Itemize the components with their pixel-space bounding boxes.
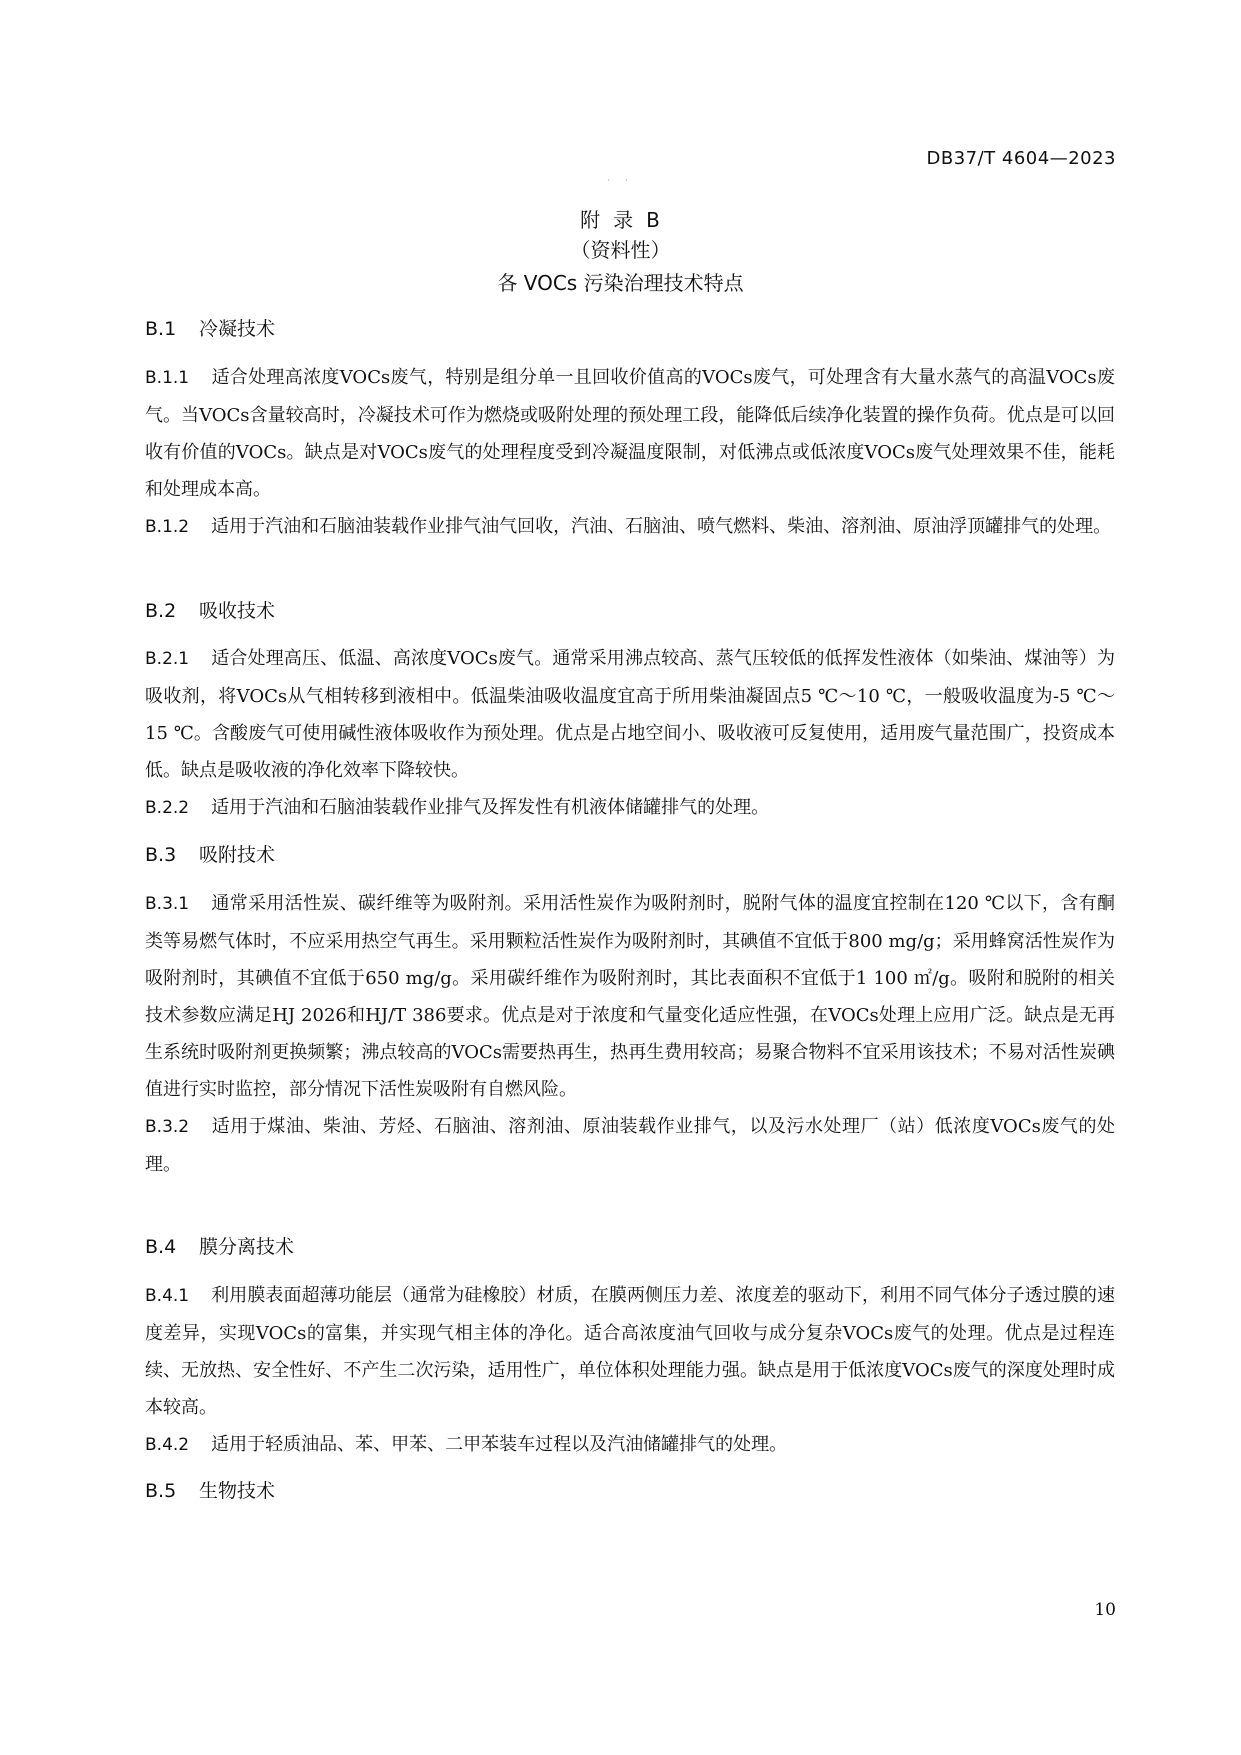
section-body: [145, 1277, 1115, 1464]
page-number: 10: [1094, 1600, 1116, 1620]
paragraph: B.4.2 适用于轻质油品、苯、甲苯、二甲苯装车过程以及汽油储罐排气的处理。: [145, 1434, 788, 1455]
paragraph: B.1.2 适用于汽油和石脑油装载作业排气油气回收，汽油、石脑油、喷气燃料、柴油、溶剂油、原油浮顶罐排气的处理。: [145, 516, 1112, 537]
decorative-dots: · ·: [607, 176, 634, 186]
paragraph: B.1.1 适合处理高浓度VOCs废气，特别是组分单一且回收价值高的VOCs废气，可处理含有大量水蒸气的高温VOCs废气。当VOCs含量较高时，冷凝技术可作为燃烧或吸附处理的预处理工段，能降低后续净化装置的操作负荷。优点是可以回收有价值的VOCs。缺点是对VOCs废气的处理程度受到冷凝温度限制，对低沸点或低浓度VOCs废气处理效果不佳，能耗和处理成本高。: [145, 367, 1115, 500]
paragraph: B.3.1 通常采用活性炭、碳纤维等为吸附剂。采用活性炭作为吸附剂时，脱附气体的温度宜控制在120 ℃以下，含有酮类等易燃气体时，不应采用热空气再生。采用颗粒活性炭作为吸附剂时，其碘值不宜低于800 mg/g；采用蜂窝活性炭作为吸附剂时，其碘值不宜低于650 mg/g。采用碳纤维作为吸附剂时，其比表面积不宜低于1 100 ㎡/g。吸附和脱附的相关技术参数应满足HJ 2026和HJ/T 386要求。优点是对于浓度和气量变化适应性强，在VOCs处理上应用广泛。缺点是无再生系统时吸附剂更换频繁；沸点较高的VOCs需要热再生，热再生费用较高；易聚合物料不宜采用该技术；不易对活性炭碘值进行实时监控，部分情况下活性炭吸附有自燃风险。: [145, 893, 1115, 1100]
appendix-title: 附 录 B: [580, 208, 661, 232]
section-body: [145, 359, 1115, 546]
section-heading: B.3 吸附技术: [145, 844, 276, 866]
section-heading: B.2 吸收技术: [145, 600, 276, 622]
section-heading: B.5 生物技术: [145, 1480, 276, 1502]
paragraph: B.4.1 利用膜表面超薄功能层（通常为硅橡胶）材质，在膜两侧压力差、浓度差的驱动下，利用不同气体分子透过膜的速度差异，实现VOCs的富集，并实现气相主体的净化。适合高浓度油气回收与成分复杂VOCs废气的处理。优点是过程连续、无放热、安全性好、不产生二次污染，适用性广，单位体积处理能力强。缺点是用于低浓度VOCs废气的深度处理时成本较高。: [145, 1285, 1115, 1418]
section-heading: B.1 冷凝技术: [145, 318, 276, 340]
section-heading: B.4 膜分离技术: [145, 1236, 295, 1258]
section-body: [145, 640, 1115, 827]
paragraph: B.2.1 适合处理高压、低温、高浓度VOCs废气。通常采用沸点较高、蒸气压较低的低挥发性液体（如柴油、煤油等）为吸收剂，将VOCs从气相转移到液相中。低温柴油吸收温度宜高于所用柴油凝固点5 ℃～10 ℃，一般吸收温度为-5 ℃～15 ℃。含酸废气可使用碱性液体吸收作为预处理。优点是占地空间小、吸收液可反复使用，适用废气量范围广，投资成本低。缺点是吸收液的净化效率下降较快。: [145, 648, 1115, 781]
appendix-main-title: 各 VOCs 污染治理技术特点: [497, 271, 744, 295]
paragraph: B.2.2 适用于汽油和石脑油装载作业排气及挥发性有机液体储罐排气的处理。: [145, 797, 770, 818]
appendix-nature: （资料性）: [570, 238, 671, 262]
paragraph: B.3.2 适用于煤油、柴油、芳烃、石脑油、溶剂油、原油装载作业排气，以及污水处理厂（站）低浓度VOCs废气的处理。: [145, 1116, 1115, 1175]
section-body: [145, 885, 1115, 1183]
document-code: DB37/T 4604—2023: [926, 148, 1116, 169]
